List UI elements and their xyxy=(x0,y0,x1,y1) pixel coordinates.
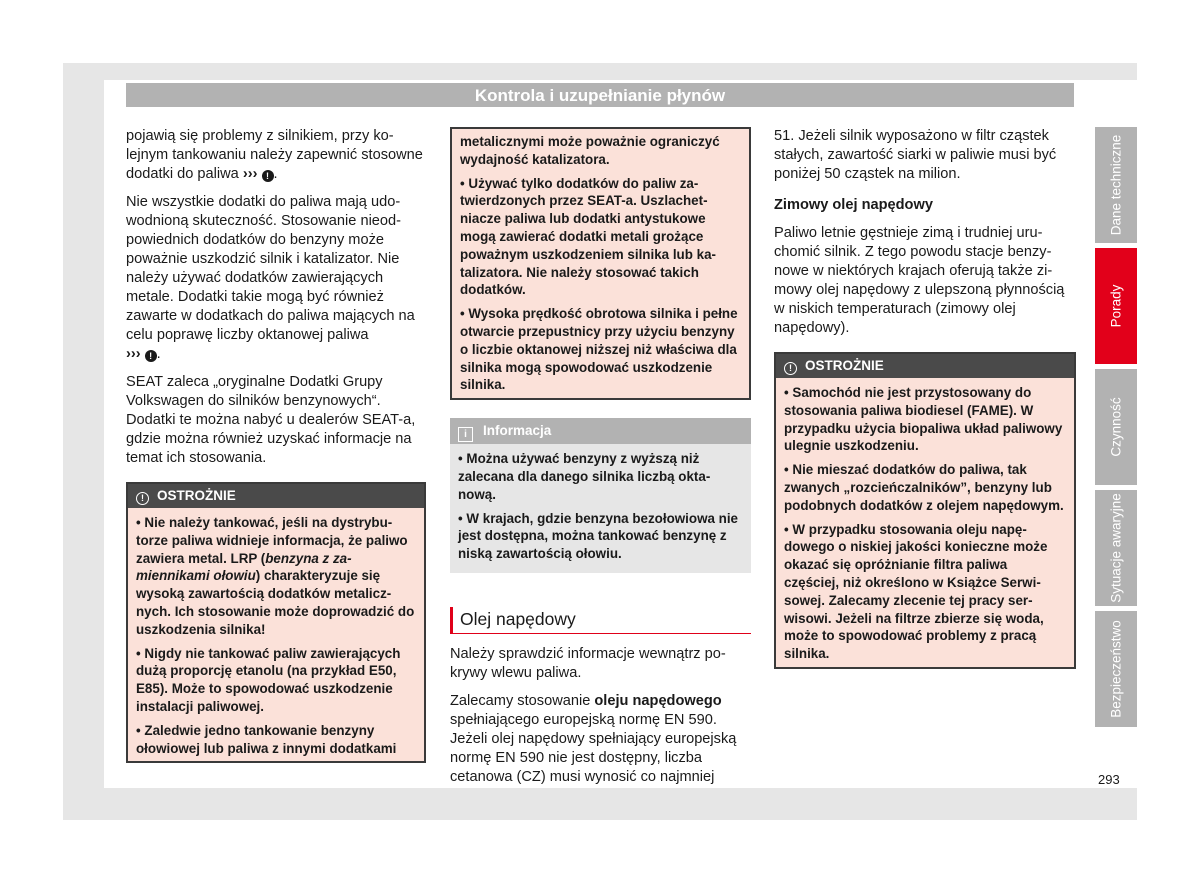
caution-body xyxy=(776,378,1074,667)
paragraph: Zalecamy stosowanie oleju napędowego spełniającego europejską normę EN 590. Jeżeli olej napędowy spełniający europejską normę EN 590 nie jest dostępny, liczba cetanowa (CZ) musi wynosić co najmniej xyxy=(450,692,737,785)
caution-bullet: • Używać tylko dodatków do paliw zatwierdzonych przez SEAT-a. Uszlachetniacze paliwa lub dodatki antystukowe mogą zawierać dodatki metali grożące poważnym uszkodzeniem silnika lub katalizatora. Nie należy stosować takich dodatków. xyxy=(460,175,716,298)
caution-box xyxy=(774,352,1076,669)
warning-icon: ! xyxy=(784,362,797,375)
paragraph: 51. Jeżeli silnik wyposażono w filtr cząstek stałych, zawartość siarki w paliwie musi być poniżej 50 cząstek na milion. xyxy=(774,128,1057,182)
caution-bullet: • Nigdy nie tankować paliw zawierających dużą proporcję etanolu (na przykład E50, E85). Może to spowodować uszkodzenie instalacji paliwowej. xyxy=(136,645,401,714)
caution-body xyxy=(452,129,749,398)
caution-box xyxy=(126,482,426,763)
paragraph: Należy sprawdzić informacje wewnątrz pokrywy wlewu paliwa. xyxy=(450,645,726,681)
paragraph: Paliwo letnie gęstnieje zimą i trudniej uruchomić silnik. Z tego powodu stacje benzynowe w niektórych krajach oferują także zimowy olej napędowy z ulepszoną płynnością w niskich temperaturach (zimowy olej napędowy). xyxy=(774,225,1065,336)
warning-icon: ! xyxy=(145,350,157,362)
paragraph: SEAT zaleca „oryginalne Dodatki Grupy Volkswagen do silników benzynowych“. Dodatki te można nabyć u dealerów SEAT-a, gdzie można również uzyskać informacje na temat ich stosowania. xyxy=(126,374,416,466)
section-heading: Olej napędowy xyxy=(450,607,751,634)
column-3 xyxy=(774,127,1076,669)
page-number: 293 xyxy=(1098,772,1120,787)
warning-icon: ! xyxy=(262,170,274,182)
caution-bullet: • Nie należy tankować, jeśli na dystrybutorze paliwa widnieje informacja, że paliwo zawiera metal. LRP (benzyna z zamiennikami ołowiu) charakteryzuje się wysoką zawartością dodatków metalicznych. Ich stosowanie może doprowadzić do uszkodzenia silnika! xyxy=(136,515,415,637)
column-2 xyxy=(450,127,751,796)
caution-bullet: • W przypadku stosowania oleju napędowego o niskiej jakości konieczne może okazać się opróżnianie filtra paliwa częściej, niż określono w Książce Serwisowej. Zalecamy zlecenie tej pracy serwisowi. Jeżeli na filtrze zbierze się woda, może to spowodować problemy z pracą silnika. xyxy=(784,521,1048,662)
caution-box-continued xyxy=(450,127,751,400)
subheading: Zimowy olej napędowy xyxy=(774,197,933,213)
caution-header: ! OSTROŻNIE xyxy=(776,354,1074,378)
caution-bullet: • Wysoka prędkość obrotowa silnika i pełne otwarcie przepustnicy przy użyciu benzyny o liczbie oktanowej niższej niż właściwa dla silnika mogą spowodować uszkodzenie silnika. xyxy=(460,306,738,393)
info-box xyxy=(450,418,751,573)
side-tab-technical-data[interactable]: Dane techniczne xyxy=(1095,127,1137,243)
caution-bullet: • Zaledwie jedno tankowanie benzyny ołowiowej lub paliwa z innymi dodatkami xyxy=(136,722,397,756)
info-icon: i xyxy=(458,427,473,442)
caution-body xyxy=(128,508,424,761)
paragraph: Nie wszystkie dodatki do paliwa mają udowodnioną skuteczność. Stosowanie nieodpowiednich dodatków do benzyny może poważnie uszkodzić silnik i katalizator. Nie należy używać dodatków zawierających metale. Dodatki takie mogą być również zawarte w dodatkach do paliwa mających na celu poprawę liczby oktanowej paliwa ››› ! . xyxy=(126,194,415,362)
info-body xyxy=(450,444,751,573)
side-tab-tips[interactable]: Porady xyxy=(1095,248,1137,364)
side-tab-operation[interactable]: Czynność xyxy=(1095,369,1137,485)
caution-header: ! OSTROŻNIE xyxy=(128,484,424,508)
info-header: i Informacja xyxy=(450,418,751,444)
caution-bullet: • Samochód nie jest przystosowany do stosowania paliwa biodiesel (FAME). W przypadku użycia biopaliwa układ paliwowy ulegnie uszkodzeniu. xyxy=(784,385,1063,454)
warning-icon: ! xyxy=(136,492,149,505)
caution-bullet: • Nie mieszać dodatków do paliwa, tak zwanych „rozcieńczalników”, benzyny lub podobnych dodatków z olejem napędowym. xyxy=(784,462,1064,513)
reference-arrow: ››› xyxy=(126,346,141,362)
side-tab-emergencies[interactable]: Sytuacje awaryjne xyxy=(1095,490,1137,606)
paragraph: pojawią się problemy z silnikiem, przy kolejnym tankowaniu należy zapewnić stosowne dodatki do paliwa ››› ! . xyxy=(126,128,423,182)
side-tab-safety[interactable]: Bezpieczeństwo xyxy=(1095,611,1137,727)
caution-bullet: metalicznymi może poważnie ograniczyć wydajność katalizatora. xyxy=(460,134,720,167)
column-1 xyxy=(126,127,426,763)
reference-arrow: ››› xyxy=(242,166,258,182)
page-title: Kontrola i uzupełnianie płynów xyxy=(126,83,1074,107)
info-bullet: • W krajach, gdzie benzyna bezołowiowa nie jest dostępna, można tankować benzynę z niską zawartością ołowiu. xyxy=(458,510,738,562)
info-bullet: • Można używać benzyny z wyższą niż zalecana dla danego silnika liczbą oktanową. xyxy=(458,451,711,502)
